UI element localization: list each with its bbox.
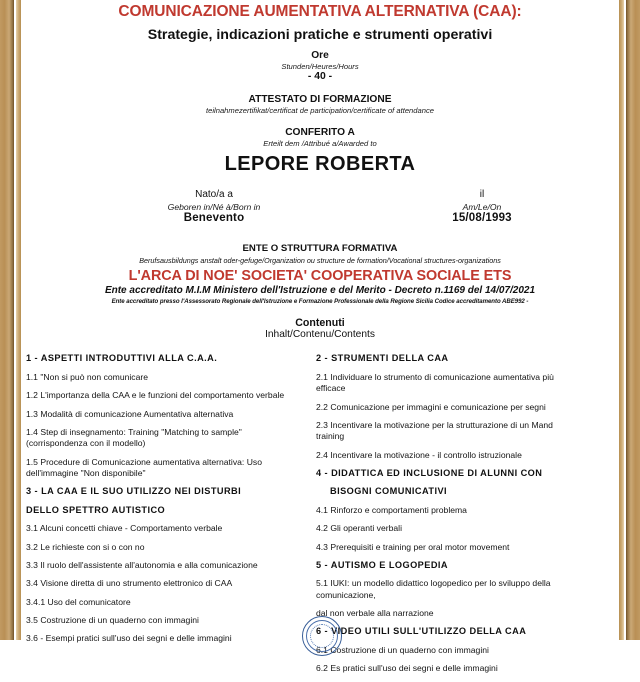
contents-item: 1.3 Modalità di comunicazione Aumentativa alternativa bbox=[26, 408, 234, 419]
birth-place-value: Benevento bbox=[183, 211, 245, 224]
contents-item: 3.6 - Esempi pratici sull'uso dei segni e delle immagini bbox=[26, 633, 232, 644]
contents-item: 6.1 Costruzione di un quaderno con immagini bbox=[316, 644, 489, 655]
attestation-block bbox=[26, 94, 614, 115]
contents-section-heading: 1 - ASPETTI INTRODUTTIVI ALLA C.A.A. bbox=[26, 353, 218, 364]
contents-title-translations: Inhalt/Contenu/Contents bbox=[265, 329, 375, 341]
birth-place-label: Nato/a a bbox=[195, 189, 233, 201]
birth-date-label-translations: Am/Le/On bbox=[462, 201, 502, 212]
right-gold-border bbox=[627, 0, 640, 640]
organization-heading-translations: Berufsausbildungs anstalt oder-gefuge/Organization ou structure de formation/Vocational structures-organizations bbox=[139, 256, 501, 266]
contents-section-heading: DELLO SPETTRO AUTISTICO bbox=[26, 504, 166, 515]
contents-item: 3.3 Il ruolo dell'assistente all'autonomia e alla comunicazione bbox=[26, 559, 258, 570]
contents-item: 3.2 Le richieste con si o con no bbox=[26, 541, 145, 552]
birth-date-value: 15/08/1993 bbox=[452, 211, 512, 224]
official-seal-stamp-icon bbox=[302, 616, 342, 656]
contents-section-heading: 5 - AUTISMO E LOGOPEDIA bbox=[316, 559, 449, 570]
course-title-subtitle: Strategie, indicazioni pratiche e strumenti operativi bbox=[147, 26, 493, 43]
organization-heading: ENTE O STRUTTURA FORMATIVA bbox=[242, 243, 398, 255]
contents-item: 3.1 Alcuni concetti chiave - Comportamento verbale bbox=[26, 523, 223, 534]
birth-place-block bbox=[114, 189, 314, 226]
contents-item: 2.3 Incentivare la motivazione per la strutturazione di un Mand training bbox=[316, 419, 553, 442]
recipient-name: LEPORE ROBERTA bbox=[224, 153, 416, 176]
course-title-main: COMUNICAZIONE AUMENTATIVA ALTERNATIVA (CAA): bbox=[118, 3, 522, 20]
conferred-label: CONFERITO A bbox=[285, 127, 355, 139]
contents-item: 1.1 "Non si può non comunicare bbox=[26, 371, 149, 382]
left-gold-border bbox=[0, 0, 13, 640]
contents-title: Contenuti bbox=[295, 317, 345, 330]
right-inner-gold-border bbox=[619, 0, 624, 640]
contents-item: 2.2 Comunicazione per immagini e comunicazione per segni bbox=[316, 401, 546, 412]
seal-area bbox=[26, 600, 614, 640]
contents-item: 3.5 Costruzione di un quaderno con immagini bbox=[26, 614, 199, 625]
birth-info-row bbox=[26, 189, 614, 235]
birth-place-label-translations: Geboren in/Né à/Born in bbox=[167, 201, 261, 212]
contents-item: 6.2 Es pratici sull'uso dei segni e delle immagini bbox=[316, 663, 498, 674]
attestation-label: ATTESTATO DI FORMAZIONE bbox=[248, 94, 392, 106]
contents-section-heading: 6 - VIDEO UTILI SULL'UTILIZZO DELLA CAA bbox=[316, 626, 527, 637]
contents-item: 2.4 Incentivare la motivazione - il controllo istruzionale bbox=[316, 449, 522, 460]
contents-section-heading: 4 - DIDATTICA ED INCLUSIONE DI ALUNNI CON bbox=[316, 467, 543, 478]
left-inner-gold-border bbox=[16, 0, 21, 640]
contents-item: 3.4 Visione diretta di uno strumento elettronico di CAA bbox=[26, 578, 233, 589]
birth-date-block bbox=[402, 189, 562, 226]
birth-date-label: il bbox=[479, 189, 485, 201]
attestation-label-translations: teilnahmezertifikat/certificat de participation/certificate of attendance bbox=[206, 106, 434, 116]
conferred-block bbox=[26, 127, 614, 175]
contents-item: 4.3 Prerequisiti e training per oral motor movement bbox=[316, 541, 510, 552]
contents-heading-block bbox=[26, 317, 614, 341]
left-border-hairline bbox=[13, 0, 14, 640]
contents-section-heading: BISOGNI COMUNICATIVI bbox=[330, 486, 448, 497]
organization-block bbox=[26, 243, 614, 305]
right-border-hairline bbox=[626, 0, 627, 640]
hours-value: - 40 - bbox=[307, 70, 333, 82]
conferred-label-translations: Erteilt dem /Attribué a/Awarded to bbox=[263, 139, 377, 148]
contents-item: 2.1 Individuare lo strumento di comunicazione aumentativa più efficace bbox=[316, 371, 554, 394]
organization-accreditation: Ente accreditato presso l'Assessorato Regionale dell'Istruzione e Formazione Professionale della Regione Sicilia Codice accreditamento ABE992 - bbox=[111, 298, 529, 306]
hours-label: Ore bbox=[311, 50, 329, 62]
hours-block bbox=[26, 50, 614, 83]
contents-item: 3.4.1 Uso del comunicatore bbox=[26, 596, 131, 607]
contents-item: 4.2 Gli operanti verbali bbox=[316, 523, 402, 534]
organization-decree: Ente accreditato M.I.M Ministero dell'Istruzione e del Merito - Decreto n.1169 del 14/07/2021 bbox=[104, 285, 536, 297]
contents-section-heading: 3 - LA CAA E IL SUO UTILIZZO NEI DISTURBI bbox=[26, 486, 242, 497]
hours-label-translations: Stunden/Heures/Hours bbox=[281, 61, 359, 71]
contents-item: 4.1 Rinforzo e comportamenti problema bbox=[316, 504, 467, 515]
contents-item: 1.5 Procedure di Comunicazione aumentativa alternativa: Uso dell'immagine "Non disponibile" bbox=[26, 456, 262, 478]
organization-name: L'ARCA DI NOE' SOCIETA' COOPERATIVA SOCIALE ETS bbox=[128, 268, 512, 285]
contents-item: 1.2 L'importanza della CAA e le funzioni del comportamento verbale bbox=[26, 390, 285, 401]
contents-item: dal non verbale alla narrazione bbox=[316, 608, 434, 619]
contents-section-heading: 2 - STRUMENTI DELLA CAA bbox=[316, 353, 449, 364]
certificate-content bbox=[26, 0, 614, 674]
contents-item: 1.4 Step di insegnamento: Training "Matching to sample" (corrispondenza con il modello) bbox=[26, 426, 242, 449]
contents-item: 5.1 IUKI: un modello didattico logopedico per lo sviluppo della comunicazione, bbox=[316, 578, 551, 600]
